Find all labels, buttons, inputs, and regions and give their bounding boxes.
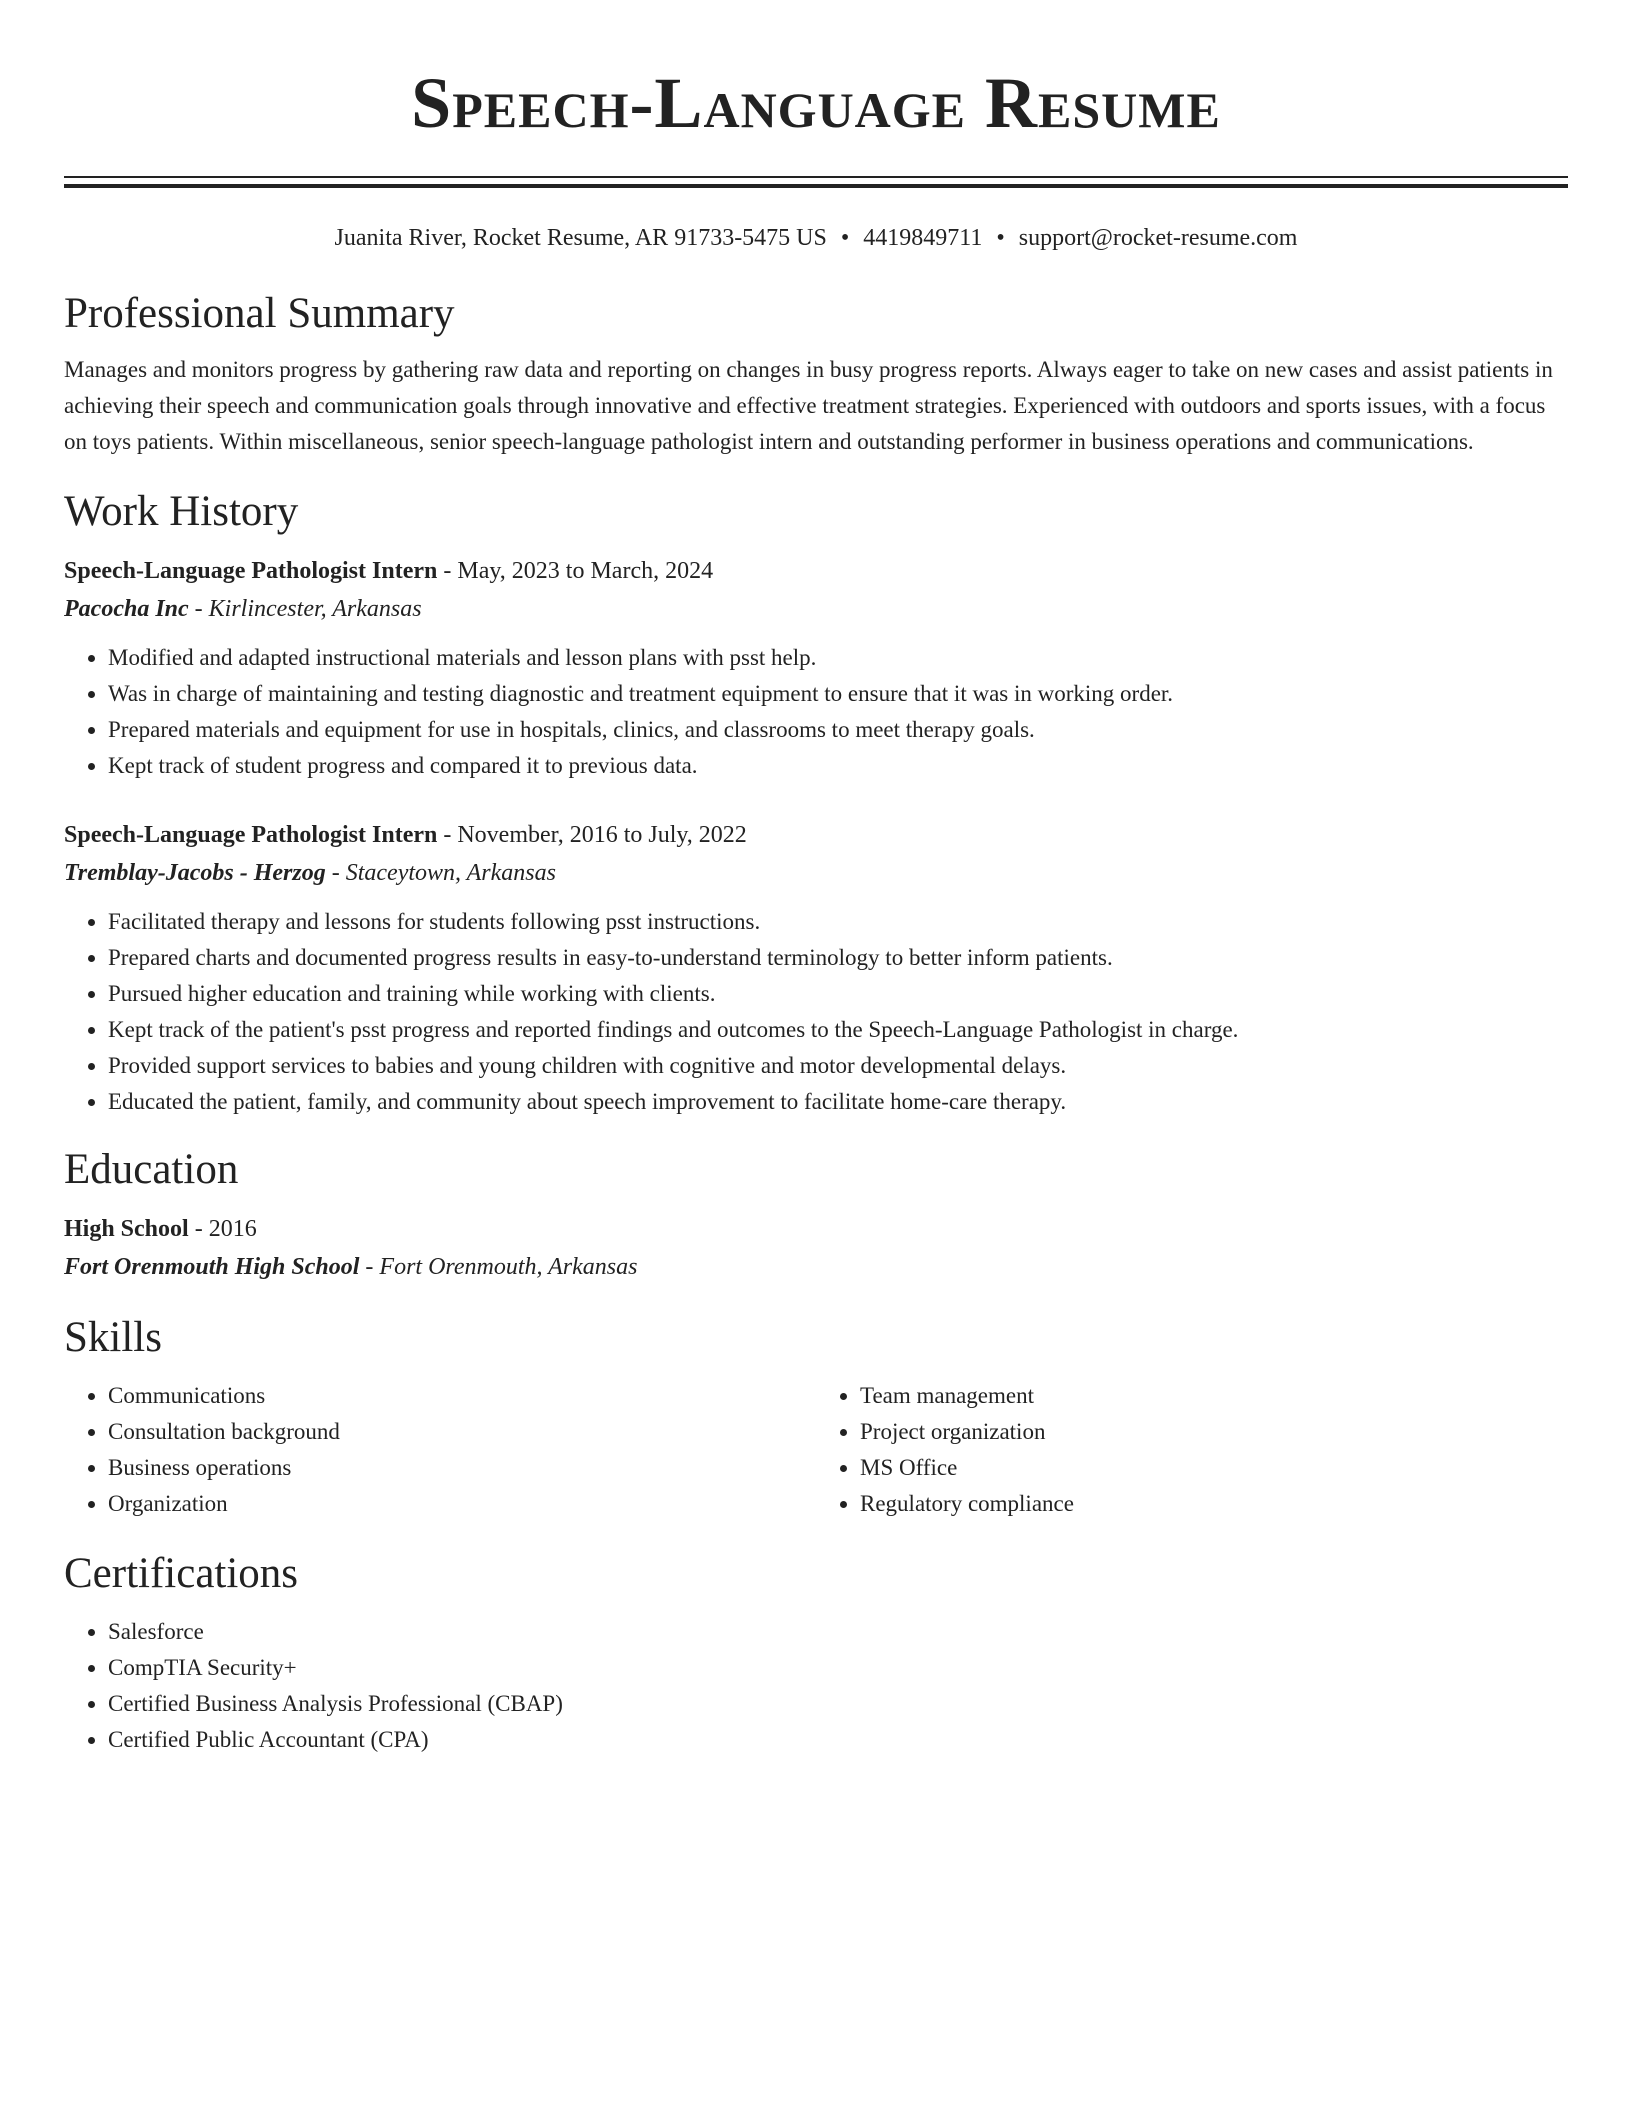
job-dates: - May, 2023 to March, 2024: [437, 558, 714, 584]
education-heading: Education: [64, 1146, 239, 1193]
list-item: • Facilitated therapy and lessons for students following psst instructions.: [108, 904, 1568, 940]
work-history-heading: Work History: [64, 488, 299, 535]
job-company-line: [64, 854, 1568, 892]
list-item: • Certified Public Accountant (CPA): [108, 1722, 1568, 1758]
list-item: • Business operations: [108, 1450, 816, 1486]
job-duties-list: [64, 640, 1568, 784]
contact-phone: 4419849711: [863, 225, 983, 251]
job-dates: - November, 2016 to July, 2022: [437, 822, 747, 848]
skills-list-left: [64, 1378, 816, 1522]
list-item: • CompTIA Security+: [108, 1650, 1568, 1686]
list-item: • Regulatory compliance: [860, 1486, 1568, 1522]
job-title-line: [64, 552, 1568, 590]
education-degree: High School: [64, 1216, 189, 1242]
skills-list-right: [816, 1378, 1568, 1522]
job-role: Speech-Language Pathologist Intern: [64, 822, 438, 848]
job-role: Speech-Language Pathologist Intern: [64, 558, 438, 584]
contact-email: support@rocket-resume.com: [1018, 225, 1298, 251]
certifications-heading: Certifications: [64, 1550, 299, 1597]
job-location: - Staceytown, Arkansas: [325, 860, 556, 886]
list-item: • Kept track of student progress and compared it to previous data.: [108, 748, 1568, 784]
contact-separator: •: [840, 225, 850, 251]
job-company-line: [64, 590, 1568, 628]
list-item: • Consultation background: [108, 1414, 816, 1450]
job-company: Pacocha Inc: [64, 596, 189, 622]
certifications-list: [64, 1614, 1568, 1758]
education-entry: [64, 1210, 1568, 1286]
list-item: • Communications: [108, 1378, 816, 1414]
education-year: - 2016: [188, 1216, 257, 1242]
contact-separator: •: [996, 225, 1005, 251]
job-title-line: [64, 816, 1568, 854]
list-item: • Prepared charts and documented progress results in easy-to-understand terminology to better inform patients.: [108, 940, 1568, 976]
list-item: • Pursued higher education and training while working with clients.: [108, 976, 1568, 1012]
list-item: • Educated the patient, family, and community about speech improvement to facilitate home-care therapy.: [108, 1084, 1568, 1120]
job-location: - Kirlincester, Arkansas: [188, 596, 422, 622]
list-item: • Provided support services to babies and young children with cognitive and motor developmental delays.: [108, 1048, 1568, 1084]
summary-heading: Professional Summary: [64, 290, 455, 337]
list-item: • Project organization: [860, 1414, 1568, 1450]
list-item: • MS Office: [860, 1450, 1568, 1486]
contact-address: Juanita River, Rocket Resume, AR 91733-5475 US: [334, 225, 827, 251]
list-item: • Prepared materials and equipment for use in hospitals, clinics, and classrooms to meet therapy goals.: [108, 712, 1568, 748]
title-divider: [64, 176, 1568, 188]
list-item: • Organization: [108, 1486, 816, 1522]
resume-title: Speech-Language Resume: [411, 63, 1221, 143]
list-item: • Certified Business Analysis Professional (CBAP): [108, 1686, 1568, 1722]
contact-line: [64, 222, 1568, 254]
skills-grid: [64, 1378, 1568, 1522]
list-item: • Was in charge of maintaining and testing diagnostic and treatment equipment to ensure that it was in working order.: [108, 676, 1568, 712]
job-duties-list: [64, 904, 1568, 1120]
job-entry: [64, 816, 1568, 1120]
summary-text: Manages and monitors progress by gathering raw data and reporting on changes in busy progress reports. Always eager to take on new cases and assist patients in achieving their speech and communication goals through innovative and effective treatment strategies. Experienced with outdoors and sports issues, with a focus on toys patients. Within miscellaneous, senior speech-language pathologist intern and outstanding performer in business operations and communications.: [64, 357, 1553, 454]
list-item: • Team management: [860, 1378, 1568, 1414]
job-company: Tremblay-Jacobs - Herzog: [64, 860, 326, 886]
skills-heading: Skills: [64, 1314, 162, 1361]
education-school-line: [64, 1248, 1568, 1286]
education-location: - Fort Orenmouth, Arkansas: [359, 1254, 638, 1280]
education-degree-line: [64, 1210, 1568, 1248]
education-school: Fort Orenmouth High School: [64, 1254, 360, 1280]
list-item: • Kept track of the patient's psst progress and reported findings and outcomes to the Speech-Language Pathologist in charge.: [108, 1012, 1568, 1048]
job-entry: [64, 552, 1568, 784]
list-item: • Salesforce: [108, 1614, 1568, 1650]
list-item: • Modified and adapted instructional materials and lesson plans with psst help.: [108, 640, 1568, 676]
